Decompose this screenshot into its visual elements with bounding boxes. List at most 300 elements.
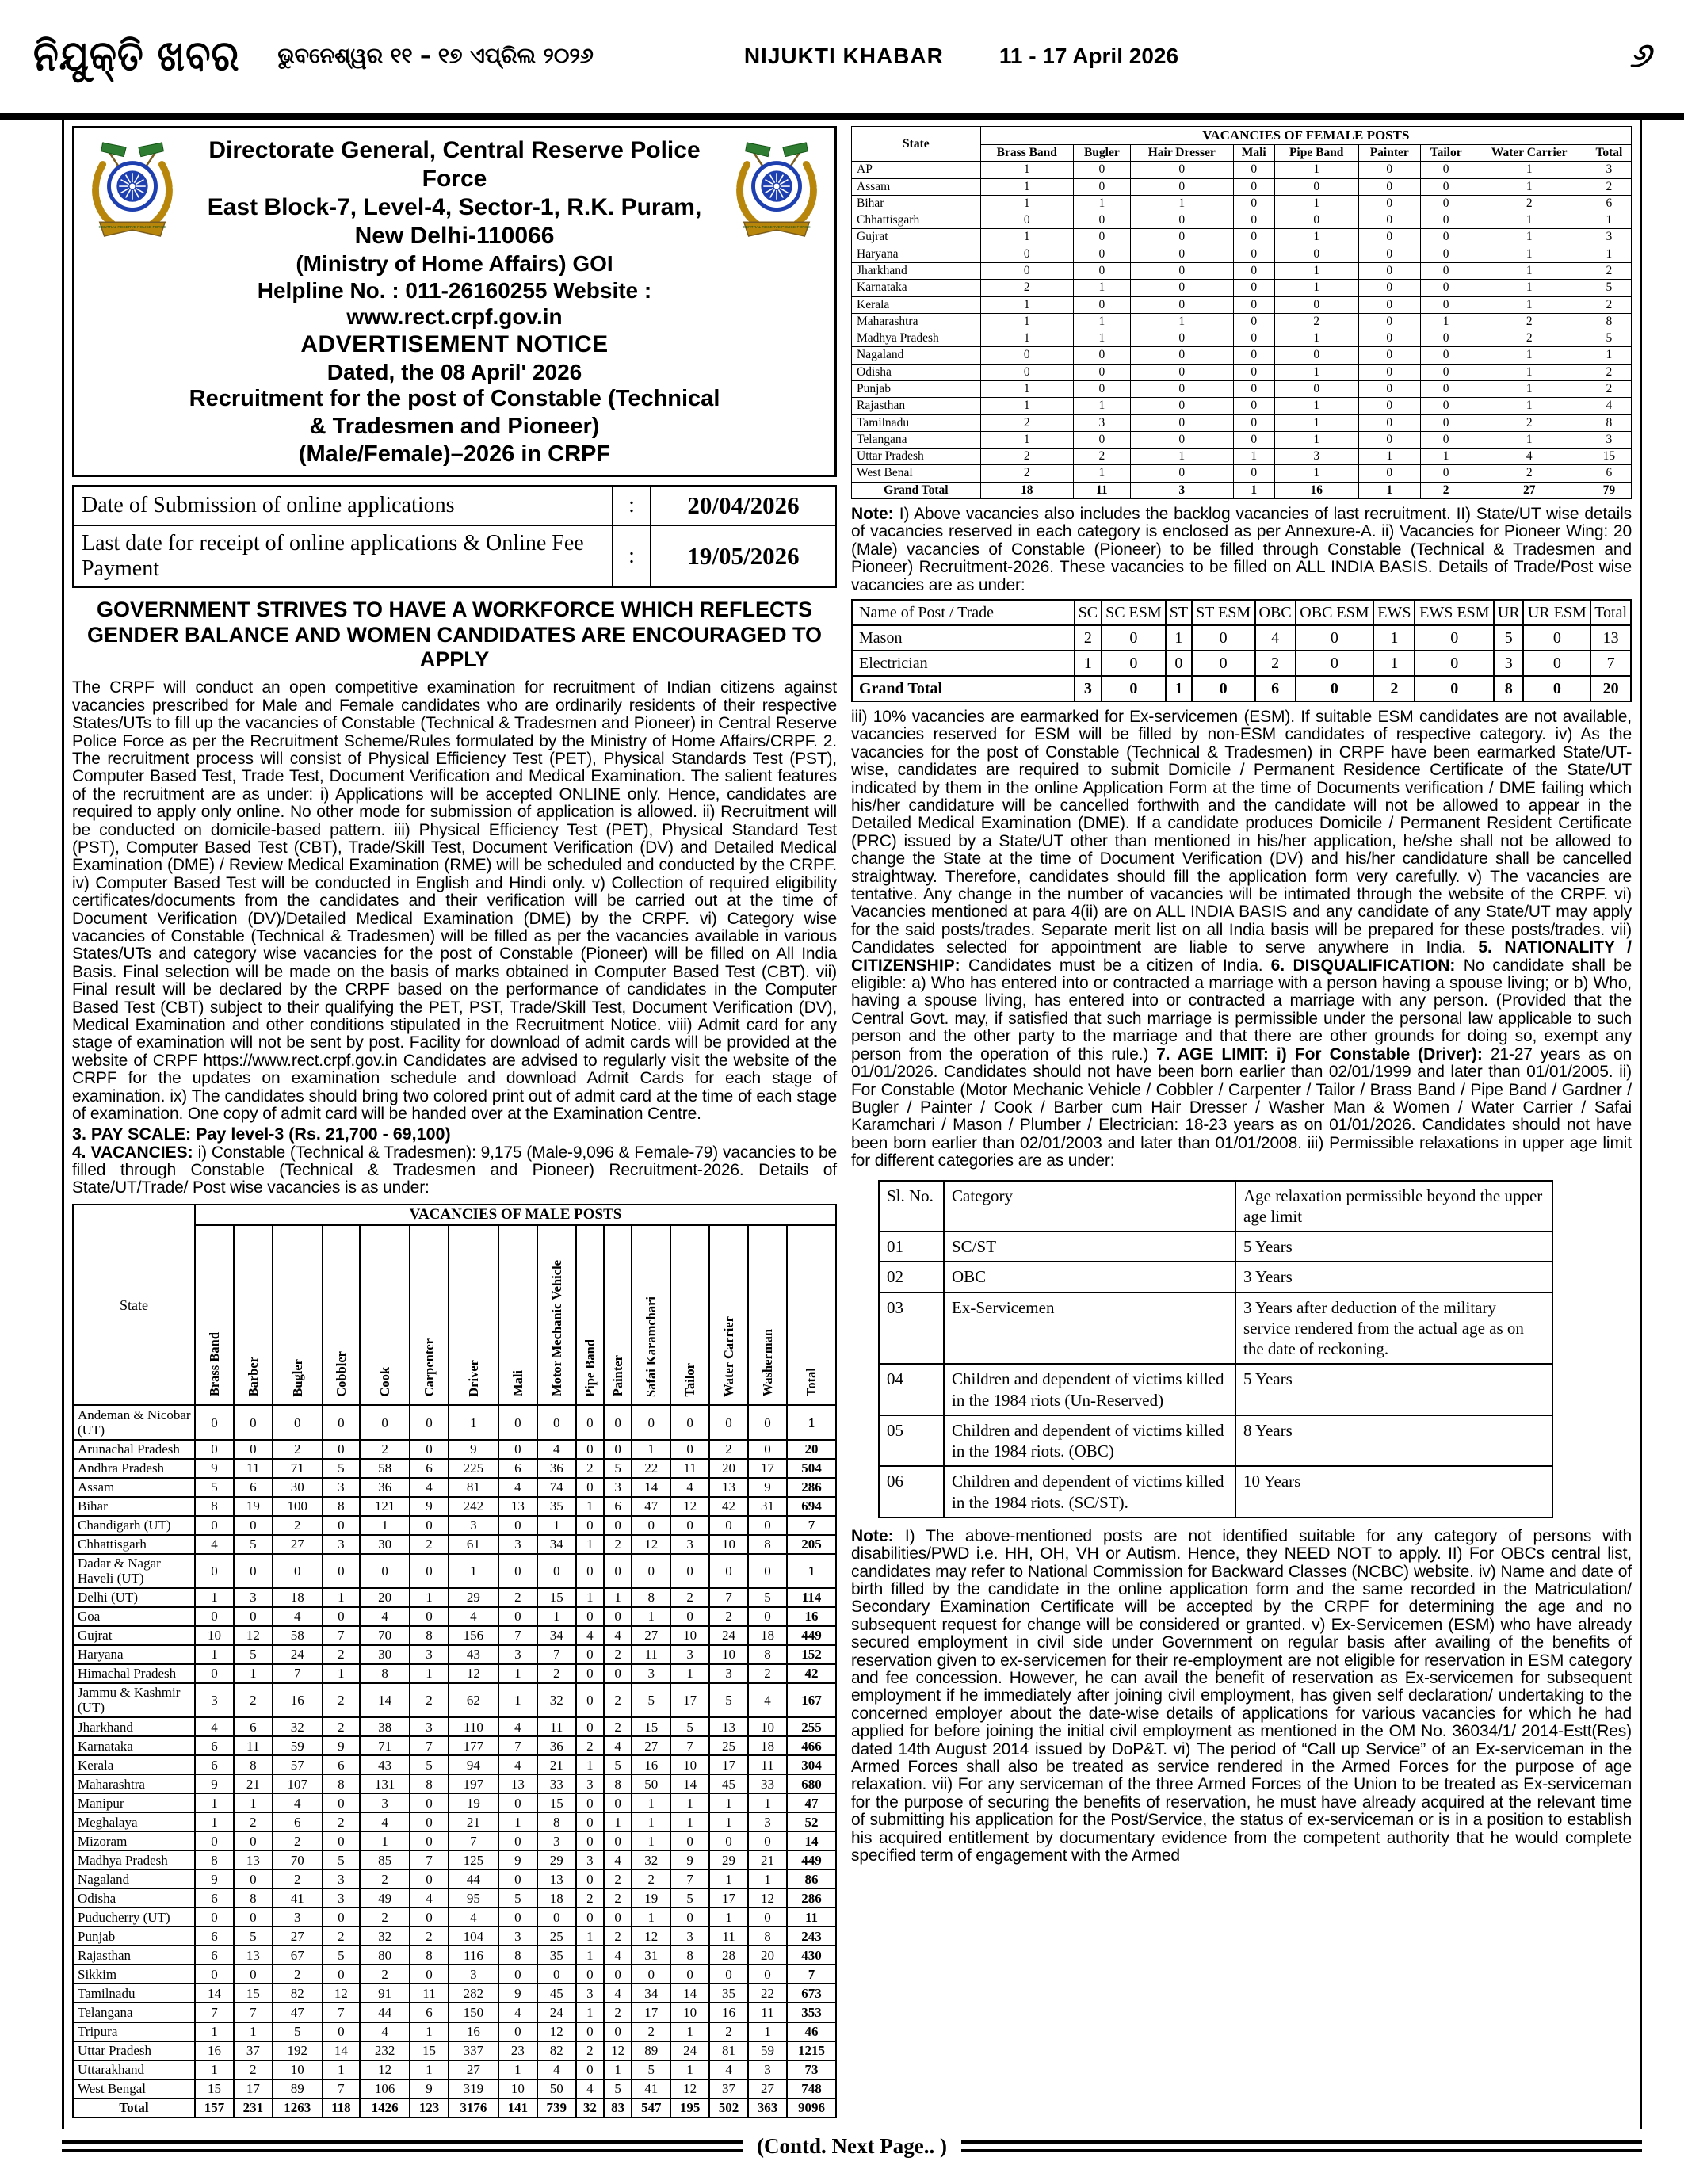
vacancy-count: 0	[1073, 229, 1130, 246]
table-row	[852, 127, 1632, 145]
vacancy-count: 0	[1130, 465, 1233, 482]
column-header: OBC	[1255, 600, 1296, 625]
note-after-female-table: Note: I) Above vacancies also includes the backlog vacancies of last recruitment. II) State/UT wise details of vacancies reserved in each category is enclosed as per Annexure-A. ii) Vacancies for Pioneer Wing: 20 (Male) vacancies of Constable (Pioneer) to be filled through Constable (Technical & Tradesmen and Pioneer) Recruitment-2026. These vacancies to be filled on ALL INDIA BASIS. Details of Trade/Post wise vacancies are as under:	[851, 504, 1632, 594]
vacancy-count: 1	[980, 178, 1073, 195]
date-label: Date of Submission of online applications	[73, 486, 613, 525]
vacancy-count: 0	[1274, 380, 1358, 397]
vacancy-count: 35	[537, 1497, 576, 1516]
total-count: 3176	[449, 2098, 498, 2117]
total-count: 1	[1358, 482, 1420, 498]
vacancy-count: 466	[787, 1736, 836, 1755]
vacancy-count: 0	[576, 1907, 604, 1926]
vacancy-count: 0	[1073, 431, 1130, 448]
vacancy-count: 0	[1130, 398, 1233, 414]
column-header: Pipe Band	[1274, 145, 1358, 162]
vacancy-count: 0	[498, 1440, 537, 1459]
vacancy-count: 0	[1358, 431, 1420, 448]
vacancy-count: 18	[273, 1588, 323, 1607]
vacancy-count: 1	[709, 1869, 748, 1888]
table-row	[73, 2003, 836, 2022]
vacancy-count: 0	[1274, 178, 1358, 195]
vacancy-count: 12	[748, 1888, 787, 1907]
vacancy-count: 4	[1472, 449, 1587, 465]
vacancy-count: 58	[360, 1459, 410, 1478]
total-label: Grand Total	[852, 676, 1075, 701]
vacancy-count: 2	[980, 465, 1073, 482]
vacancy-count: 2	[537, 1664, 576, 1683]
total-count: 195	[670, 2098, 709, 2117]
vacancy-count: 30	[360, 1645, 410, 1664]
vacancy-count: 16	[273, 1683, 323, 1717]
vacancy-count: 0	[1274, 347, 1358, 364]
state-name: Andeman & Nicobar (UT)	[73, 1405, 195, 1439]
vacancy-count: 0	[1358, 195, 1420, 212]
vacancy-count: 0	[604, 1964, 632, 1984]
column-header-label: Driver	[465, 1359, 481, 1397]
vacancy-count: 2	[323, 1645, 360, 1664]
vacancy-count: 1	[195, 1645, 234, 1664]
vacancy-count: 4	[604, 1736, 632, 1755]
table-row	[73, 1588, 836, 1607]
vacancy-count: 192	[273, 2041, 323, 2060]
vacancy-count: 1	[1274, 263, 1358, 280]
vacancy-count: 2	[234, 1812, 273, 1831]
state-name: West Benal	[852, 465, 981, 482]
vacancy-count: 5	[234, 1926, 273, 1945]
state-name: Arunachal Pradesh	[73, 1440, 195, 1459]
vacancy-count: 61	[449, 1535, 498, 1554]
column-header-label: Mali	[510, 1370, 525, 1397]
vacancy-count: 1	[323, 1664, 360, 1683]
vacancy-count: 4	[195, 1717, 234, 1736]
vacancy-count: 8	[604, 1774, 632, 1793]
vacancy-count: 0	[323, 1516, 360, 1535]
vacancy-count: 0	[576, 1869, 604, 1888]
vacancy-count: 1	[1073, 465, 1130, 482]
table-row	[852, 651, 1631, 676]
vacancy-count: 3	[576, 1984, 604, 2003]
vacancy-count: 2	[604, 1717, 632, 1736]
vacancy-count: 5	[670, 1888, 709, 1907]
page-frame	[62, 120, 1642, 2129]
category-name: Children and dependent of victims killed in the 1984 riots. (OBC)	[944, 1415, 1235, 1467]
vacancy-count: 0	[1420, 347, 1472, 364]
vacancy-count: 0	[980, 263, 1073, 280]
state-name: Nagaland	[73, 1869, 195, 1888]
vacancy-count: 6	[195, 1736, 234, 1755]
date-label: Last date for receipt of online applications & Online Fee Payment	[73, 525, 613, 587]
state-name: Uttar Pradesh	[852, 449, 981, 465]
vacancy-count: 50	[537, 2079, 576, 2098]
vacancy-count: 0	[498, 1964, 537, 1984]
vacancy-count: 0	[323, 1440, 360, 1459]
vacancy-count: 1	[1472, 431, 1587, 448]
table-row	[73, 1683, 836, 1717]
vacancy-count: 14	[323, 2041, 360, 2060]
vacancy-count: 25	[537, 1926, 576, 1945]
vacancy-count: 12	[670, 2079, 709, 2098]
vacancy-count: 1	[195, 1588, 234, 1607]
vacancy-count: 0	[604, 1516, 632, 1535]
vacancy-count: 95	[449, 1888, 498, 1907]
column-header-label: Total	[804, 1368, 819, 1397]
column-header	[537, 1225, 576, 1406]
table-row	[879, 1364, 1552, 1415]
vacancy-count: 5	[234, 1535, 273, 1554]
vacancy-count: 15	[1587, 449, 1631, 465]
table-row	[852, 414, 1632, 431]
vacancy-count: 24	[537, 2003, 576, 2022]
masthead-rule	[0, 113, 1684, 120]
vacancy-count: 16	[787, 1607, 836, 1626]
vacancy-count: 1	[980, 162, 1073, 178]
table-row	[73, 1516, 836, 1535]
vacancy-count: 8	[234, 1755, 273, 1774]
vacancy-count: 0	[498, 1793, 537, 1812]
vacancy-count: 1	[980, 195, 1073, 212]
vacancy-count: 116	[449, 1945, 498, 1964]
recruitment-title-line: (Male/Female)–2026 in CRPF	[298, 441, 611, 467]
vacancy-count: 3	[498, 1926, 537, 1945]
age-relaxation-value: 10 Years	[1235, 1466, 1552, 1518]
vacancy-count: 52	[787, 1812, 836, 1831]
vacancy-count: 3	[537, 1831, 576, 1850]
vacancy-count: 0	[410, 1440, 449, 1459]
column-header: Total	[1587, 145, 1631, 162]
table-row	[73, 1478, 836, 1497]
serial-number: 03	[879, 1292, 944, 1365]
vacancy-count: 5	[273, 2022, 323, 2041]
vacancy-count: 232	[360, 2041, 410, 2060]
vacancy-count: 1	[576, 1945, 604, 1964]
total-count: 0	[1523, 676, 1590, 701]
column-header-label: Carpenter	[421, 1338, 437, 1397]
table-row	[73, 1717, 836, 1736]
vacancy-count: 2	[1587, 178, 1631, 195]
vacancy-count: 1	[1472, 246, 1587, 262]
vacancy-count: 19	[632, 1888, 670, 1907]
vacancy-count: 0	[195, 1964, 234, 1984]
vacancy-count: 0	[234, 1554, 273, 1588]
vacancy-count: 1	[670, 1664, 709, 1683]
table-row	[73, 1888, 836, 1907]
table-row	[73, 1664, 836, 1683]
vacancy-count: 0	[1233, 280, 1274, 296]
vacancy-count: 0	[576, 1664, 604, 1683]
vacancy-count: 36	[360, 1478, 410, 1497]
colon-separator: :	[613, 525, 651, 587]
vacancy-count: 2	[709, 2022, 748, 2041]
vacancy-count: 1	[1274, 414, 1358, 431]
vacancy-count: 3	[576, 1774, 604, 1793]
vacancy-count: 16	[632, 1755, 670, 1774]
vacancy-count: 0	[1420, 465, 1472, 482]
column-header	[323, 1225, 360, 1406]
table-row	[73, 1850, 836, 1869]
vacancy-count: 0	[323, 1964, 360, 1984]
vacancy-count: 22	[632, 1459, 670, 1478]
vacancy-count: 6	[195, 1755, 234, 1774]
vacancy-count: 1	[670, 2022, 709, 2041]
table-row	[73, 1607, 836, 1626]
vacancy-count: 3	[410, 1717, 449, 1736]
vacancy-count: 6	[195, 1888, 234, 1907]
state-name: Nagaland	[852, 347, 981, 364]
vacancy-count: 4	[410, 1888, 449, 1907]
vacancy-count: 3	[709, 1664, 748, 1683]
vacancy-count: 205	[787, 1535, 836, 1554]
vacancy-count: 0	[1296, 625, 1374, 651]
vacancy-count: 6	[604, 1497, 632, 1516]
state-name: Karnataka	[73, 1736, 195, 1755]
vacancy-count: 0	[1233, 195, 1274, 212]
state-name: Rajasthan	[852, 398, 981, 414]
crpf-notice-header	[72, 126, 837, 477]
vacancy-count: 1	[234, 1793, 273, 1812]
vacancy-count: 0	[604, 1664, 632, 1683]
vacancy-count: 2	[604, 1869, 632, 1888]
table-row	[879, 1262, 1552, 1292]
vacancy-count: 11	[748, 2003, 787, 2022]
vacancy-count: 15	[537, 1588, 576, 1607]
total-count: 1426	[360, 2098, 410, 2117]
crpf-emblem-icon	[730, 138, 823, 239]
vacancy-count: 31	[748, 1497, 787, 1516]
vacancy-count: 1	[1166, 625, 1192, 651]
vacancy-count: 2	[632, 1869, 670, 1888]
vacancy-count: 1	[1274, 162, 1358, 178]
total-count: 141	[498, 2098, 537, 2117]
vacancy-count: 41	[632, 2079, 670, 2098]
vacancy-count: 1	[980, 296, 1073, 313]
vacancy-count: 35	[537, 1945, 576, 1964]
vacancy-count: 5	[670, 1717, 709, 1736]
vacancy-count: 1	[748, 1869, 787, 1888]
vacancy-count: 67	[273, 1945, 323, 1964]
table-row	[852, 625, 1631, 651]
vacancy-count: 4	[498, 1478, 537, 1497]
vacancy-count: 1	[1373, 625, 1415, 651]
vacancy-count: 0	[604, 1440, 632, 1459]
vacancy-count: 1	[498, 2060, 537, 2079]
vacancy-count: 0	[410, 1964, 449, 1984]
table-row	[73, 1869, 836, 1888]
table-row	[852, 263, 1632, 280]
column-header-label: Water Carrier	[720, 1315, 736, 1397]
vacancy-count: 1	[748, 2022, 787, 2041]
vacancy-count: 14	[360, 1683, 410, 1717]
serial-number: 06	[879, 1466, 944, 1518]
vacancy-count: 748	[787, 2079, 836, 2098]
vacancy-count: 0	[1233, 178, 1274, 195]
age-relaxation-table	[878, 1180, 1553, 1518]
vacancy-count: 0	[234, 1405, 273, 1439]
vacancy-count: 0	[1102, 651, 1166, 676]
state-name: Tripura	[73, 2022, 195, 2041]
table-row	[73, 2060, 836, 2079]
vacancy-count: 3	[323, 1869, 360, 1888]
vacancy-count: 9	[498, 1850, 537, 1869]
vacancy-count: 1	[1358, 449, 1420, 465]
vacancy-count: 0	[410, 1812, 449, 1831]
vacancy-count: 2	[1587, 364, 1631, 380]
vacancy-count: 4	[604, 1945, 632, 1964]
total-count: 363	[748, 2098, 787, 2117]
state-name: Sikkim	[73, 1964, 195, 1984]
vacancy-count: 5	[323, 1850, 360, 1869]
total-count: 11	[1073, 482, 1130, 498]
vacancy-count: 8	[323, 1497, 360, 1516]
vacancy-count: 3	[234, 1588, 273, 1607]
vacancy-count: 1	[632, 1831, 670, 1850]
total-count: 16	[1274, 482, 1358, 498]
vacancy-count: 0	[1233, 212, 1274, 229]
vacancy-count: 5	[748, 1588, 787, 1607]
vacancies-paragraph: 4. VACANCIES: i) Constable (Technical & Tradesmen): 9,175 (Male-9,096 & Female-79) vacancies to be filled through Constable (Technical & Tradesmen and Pioneer) Recruitment-2026. Details of State/UT/Trade/ Post wise vacancies is as under:	[72, 1143, 837, 1197]
vacancy-count: 0	[748, 1907, 787, 1926]
vacancy-count: 0	[576, 1717, 604, 1736]
vacancy-count: 2	[980, 280, 1073, 296]
vacancy-count: 0	[234, 1516, 273, 1535]
vacancy-count: 0	[234, 1869, 273, 1888]
vacancy-count: 3	[1587, 431, 1631, 448]
submission-date-value: 20/04/2026	[651, 486, 836, 525]
vacancy-count: 4	[1587, 398, 1631, 414]
vacancy-count: 1	[1420, 449, 1472, 465]
vacancy-count: 7	[670, 1736, 709, 1755]
vacancy-count: 2	[604, 1683, 632, 1717]
vacancy-count: 0	[1415, 625, 1494, 651]
column-header: Name of Post / Trade	[852, 600, 1075, 625]
vacancy-count: 0	[709, 1831, 748, 1850]
state-name: Kerala	[852, 296, 981, 313]
vacancy-count: 0	[980, 364, 1073, 380]
vacancy-count: 7	[323, 2003, 360, 2022]
vacancy-count: 44	[360, 2003, 410, 2022]
vacancy-count: 3	[1073, 414, 1130, 431]
vacancy-count: 2	[1075, 625, 1102, 651]
vacancy-count: 1	[709, 1907, 748, 1926]
vacancy-count: 242	[449, 1497, 498, 1516]
vacancy-count: 12	[632, 1535, 670, 1554]
vacancy-count: 81	[449, 1478, 498, 1497]
vacancy-count: 8	[323, 1774, 360, 1793]
table-row	[852, 296, 1632, 313]
vacancy-count: 0	[195, 1405, 234, 1439]
vacancy-count: 36	[537, 1736, 576, 1755]
vacancy-count: 0	[709, 1405, 748, 1439]
vacancy-count: 19	[449, 1793, 498, 1812]
vacancy-count: 0	[576, 1440, 604, 1459]
crpf-emblem-icon	[730, 138, 823, 239]
vacancy-count: 73	[787, 2060, 836, 2079]
table-row	[852, 600, 1631, 625]
table-row	[879, 1415, 1552, 1467]
state-name: Odisha	[852, 364, 981, 380]
vacancy-count: 0	[670, 1440, 709, 1459]
vacancy-count: 0	[498, 2022, 537, 2041]
vacancy-count: 3	[670, 1645, 709, 1664]
vacancy-count: 1	[1073, 280, 1130, 296]
vacancy-count: 1	[1274, 364, 1358, 380]
vacancy-count: 4	[537, 1440, 576, 1459]
vacancy-count: 0	[410, 1554, 449, 1588]
serial-number: 04	[879, 1364, 944, 1415]
vacancy-count: 4	[748, 1683, 787, 1717]
vacancy-count: 2	[1587, 296, 1631, 313]
vacancy-count: 1	[670, 2060, 709, 2079]
vacancy-count: 0	[1420, 195, 1472, 212]
vacancy-count: 0	[1073, 364, 1130, 380]
vacancy-count: 1	[1587, 347, 1631, 364]
vacancy-count: 8	[748, 1535, 787, 1554]
vacancy-count: 0	[670, 1964, 709, 1984]
vacancy-count: 82	[537, 2041, 576, 2060]
vacancy-count: 114	[787, 1588, 836, 1607]
vacancy-count: 0	[323, 1607, 360, 1626]
vacancy-count: 0	[1358, 380, 1420, 397]
vacancy-count: 0	[1192, 625, 1255, 651]
vacancy-count: 20	[360, 1588, 410, 1607]
vacancy-count: 5	[632, 2060, 670, 2079]
vacancy-count: 4	[498, 2003, 537, 2022]
vacancy-count: 25	[709, 1736, 748, 1755]
vacancy-count: 0	[632, 1964, 670, 1984]
vacancy-count: 1	[576, 1588, 604, 1607]
vacancy-count: 0	[1420, 178, 1472, 195]
vacancy-count: 1	[1073, 398, 1130, 414]
vacancy-count: 21	[537, 1755, 576, 1774]
state-name: Bihar	[852, 195, 981, 212]
vacancy-count: 18	[748, 1736, 787, 1755]
vacancy-count: 0	[498, 1405, 537, 1439]
vacancy-count: 8	[195, 1497, 234, 1516]
state-name: Punjab	[73, 1926, 195, 1945]
vacancy-count: 1	[449, 1405, 498, 1439]
total-label: Grand Total	[852, 482, 981, 498]
vacancy-count: 3	[449, 1516, 498, 1535]
vacancy-count: 8	[670, 1945, 709, 1964]
vacancy-count: 3	[273, 1907, 323, 1926]
vacancy-count: 0	[323, 2022, 360, 2041]
vacancy-count: 0	[632, 1405, 670, 1439]
vacancy-count: 1	[1073, 313, 1130, 330]
table-row	[73, 1774, 836, 1793]
vacancy-count: 2	[576, 1459, 604, 1478]
gender-balance-notice: GOVERNMENT STRIVES TO HAVE A WORKFORCE WHICH REFLECTS GENDER BALANCE AND WOMEN CANDIDATES ARE ENCOURAGED TO APPLY	[86, 597, 823, 672]
state-name: Tamilnadu	[73, 1984, 195, 2003]
vacancy-count: 2	[748, 1664, 787, 1683]
state-name: Kerala	[73, 1755, 195, 1774]
vacancy-count: 0	[1130, 296, 1233, 313]
vacancy-count: 6	[234, 1478, 273, 1497]
vacancy-count: 20	[709, 1459, 748, 1478]
vacancy-count: 2	[1472, 465, 1587, 482]
vacancy-count: 0	[360, 1554, 410, 1588]
vacancy-count: 0	[1420, 162, 1472, 178]
state-name: Gujrat	[852, 229, 981, 246]
vacancy-count: 1	[449, 1554, 498, 1588]
vacancy-count: 24	[273, 1645, 323, 1664]
column-header-label: Pipe Band	[582, 1338, 598, 1397]
vacancy-count: 4	[576, 2079, 604, 2098]
vacancy-count: 6	[323, 1755, 360, 1774]
vacancy-count: 0	[1420, 414, 1472, 431]
last-date-value: 19/05/2026	[651, 525, 836, 587]
vacancy-count: 0	[410, 1405, 449, 1439]
vacancy-count: 17	[709, 1755, 748, 1774]
vacancy-count: 27	[273, 1535, 323, 1554]
